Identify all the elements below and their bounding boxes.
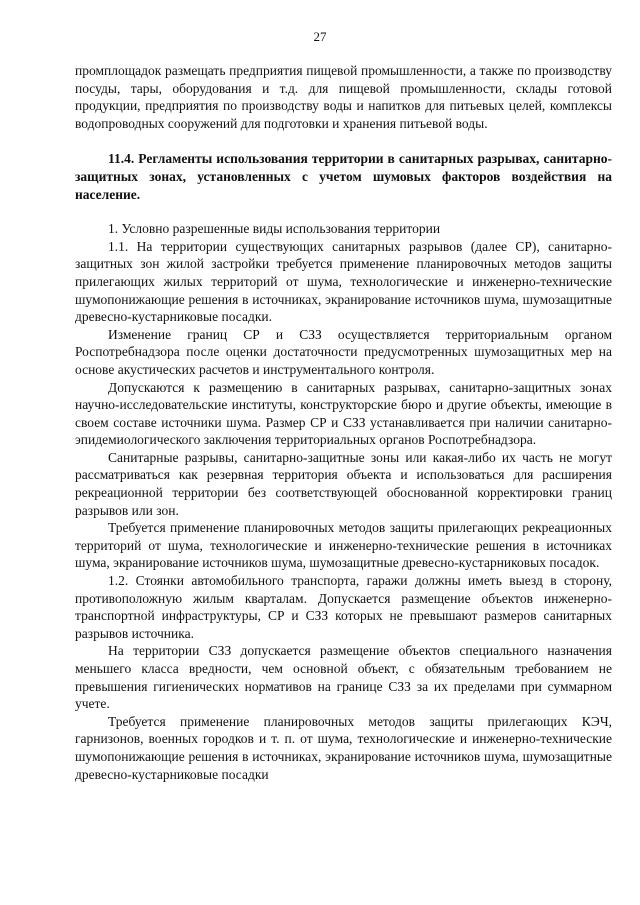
paragraph-recreational-protection: Требуется применение планировочных методов защиты прилегающих рекреационных территорий от шума, технологические и инженерно-технические решения в источниках шума, экранирование источников шума, шумозащитные древесно-кустарниковых посадок. — [75, 520, 612, 571]
paragraph-boundary-change: Изменение границ СР и СЗЗ осуществляется территориальным органом Роспотребнадзора после оценки достаточности предусмотренных шумозащитных мер на основе акустических расчетов и инструментального контроля. — [75, 326, 612, 377]
paragraph-1-2: 1.2. Стоянки автомобильного транспорта, гаражи должны иметь выезд в сторону, противоположную жилым кварталам. Допускается размещение объектов инженерно-транспортной инфраструктуры, СР и СЗЗ которых не превышают размеров санитарных разрывов источника. — [75, 573, 612, 641]
paragraph-permitted-uses-title: 1. Условно разрешенные виды использования территории — [108, 221, 441, 237]
paragraph-military-protection: Требуется применение планировочных методов защиты прилегающих КЭЧ, гарнизонов, военных городков и т. п. от шума, технологические и инженерно-технические шумопонижающие решения в источниках, экранирование источников шума, шумозащитные древесно-кустарниковые посадки — [75, 713, 612, 782]
paragraph-special-purpose: На территории СЗЗ допускается размещение объектов специального назначения меньшего класса вредности, чем основной объект, с обязательным требованием не превышения гигиенических нормативов на границе СЗЗ за их пределами при суммарном учете. — [75, 643, 612, 712]
page-number: 27 — [313, 29, 327, 44]
paragraph-reserve-territory: Санитарные разрывы, санитарно-защитные зоны или какая-либо их часть не могут рассматриваться как резервная территория объекта и использоваться для расширения рекреационной территории без соответствующей обоснованной корректировки границ разрывов или зон. — [75, 449, 612, 518]
paragraph-1-1: 1.1. На территории существующих санитарных разрывов (далее СР), санитарно-защитных зон жилой застройки требуется применение планировочных методов защиты прилегающих жилых территорий от шума, технологические и инженерно-технические шумопонижающие решения в источниках, экранирование источников шума, шумозащитные древесно-кустарниковые посадки. — [75, 238, 612, 325]
intro-paragraph: промплощадок размещать предприятия пищевой промышленности, а также по производству посуды, тары, оборудования и т.д. для пищевой промышленности, склады готовой продукции, предприятия по производству воды и напитков для питьевых целей, комплексы водопроводных сооружений для подготовки и хранения питьевой воды. — [75, 63, 612, 131]
paragraph-permitted-objects: Допускаются к размещению в санитарных разрывах, санитарно-защитных зонах научно-исследовательские институты, конструкторские бюро и другие объекты, имеющие в своем составе источники шума. Размер СР и СЗЗ устанавливается при наличии санитарно-эпидемиологического заключения территориальных органов Роспотребнадзора. — [75, 379, 612, 448]
page-body — [75, 62, 612, 783]
section-heading: 11.4. Регламенты использования территории в санитарных разрывах, санитарно-защитных зонах, установленных с учетом шумовых факторов воздействия на население. — [75, 151, 612, 202]
